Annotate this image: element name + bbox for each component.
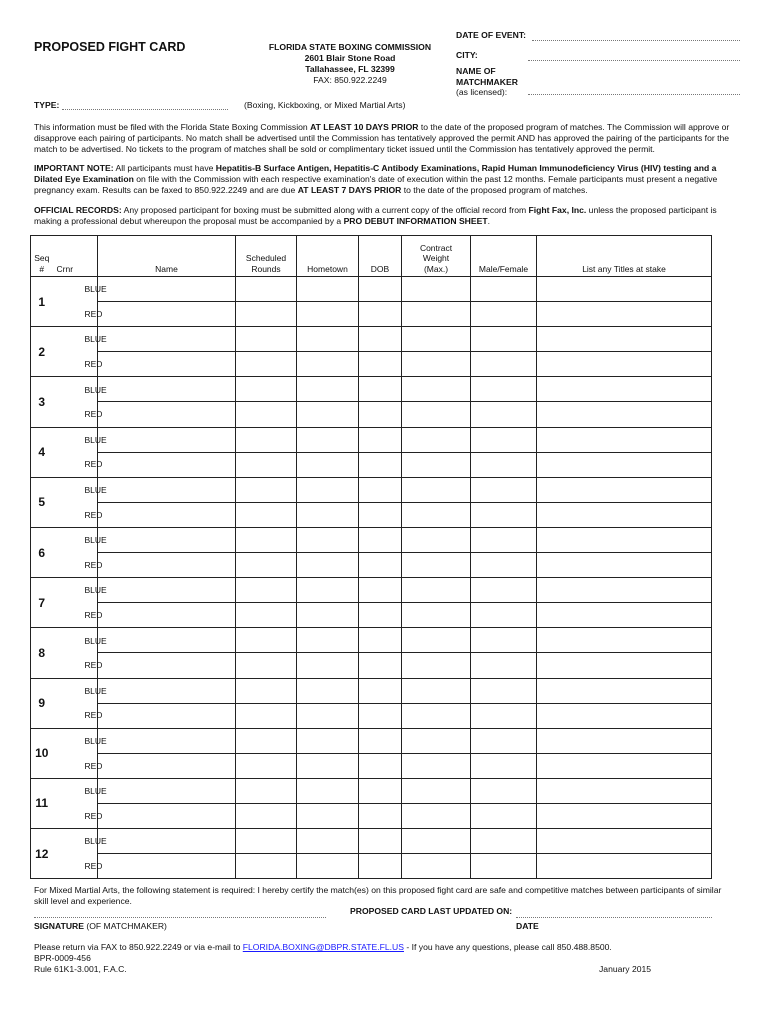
type-label: TYPE:	[34, 100, 60, 110]
hometown-cell[interactable]	[297, 728, 359, 753]
results-deadline: AT LEAST 7 DAYS PRIOR	[297, 185, 402, 195]
official-records-text-1: Any proposed participant for boxing must be submitted along with a current copy of the official record from	[121, 205, 529, 215]
col-weight-1: Contract	[419, 242, 453, 253]
agency-name: FLORIDA STATE BOXING COMMISSION	[268, 42, 432, 52]
titles-cell[interactable]	[537, 527, 712, 552]
seq-number: 12	[31, 829, 53, 879]
rounds-cell[interactable]	[236, 402, 297, 427]
name-cell[interactable]	[98, 502, 236, 527]
titles-cell[interactable]	[537, 327, 712, 352]
gender-cell[interactable]	[471, 277, 537, 302]
table-row	[31, 327, 712, 352]
red-corner-label: RED	[53, 703, 98, 728]
table-row	[31, 477, 712, 502]
red-corner-label: RED	[53, 854, 98, 879]
dob-cell[interactable]	[359, 553, 402, 578]
table-row	[31, 829, 712, 854]
rounds-cell[interactable]	[236, 778, 297, 803]
dob-cell[interactable]	[359, 477, 402, 502]
seq-number: 2	[31, 327, 53, 377]
hometown-cell[interactable]	[297, 377, 359, 402]
seq-number: 7	[31, 578, 53, 628]
gender-cell[interactable]	[471, 854, 537, 879]
fight-fax: Fight Fax, Inc.	[528, 205, 587, 215]
hometown-cell[interactable]	[297, 277, 359, 302]
name-cell[interactable]	[98, 527, 236, 552]
hometown-cell[interactable]	[297, 653, 359, 678]
table-header-row	[31, 236, 712, 277]
official-records-text-2: unless the proposed participant is making a professional debut whereupon the proposal must be accompanied by a	[34, 205, 717, 226]
col-seq-1: Seq	[34, 253, 50, 263]
blue-corner-label: BLUE	[53, 327, 98, 352]
dob-cell[interactable]	[359, 427, 402, 452]
blue-corner-label: BLUE	[53, 427, 98, 452]
titles-cell[interactable]	[537, 728, 712, 753]
blue-corner-label: BLUE	[53, 527, 98, 552]
city-field[interactable]	[528, 60, 740, 61]
dob-cell[interactable]	[359, 678, 402, 703]
official-records-label: OFFICIAL RECORDS:	[34, 205, 122, 215]
col-seq-2: #	[39, 263, 45, 274]
table-row	[31, 803, 712, 828]
gender-cell[interactable]	[471, 377, 537, 402]
agency-block	[250, 42, 450, 86]
red-corner-label: RED	[53, 653, 98, 678]
col-hometown: Hometown	[297, 236, 359, 277]
name-cell[interactable]	[98, 603, 236, 628]
signature-sub: (OF MATCHMAKER)	[83, 921, 167, 931]
rounds-cell[interactable]	[236, 277, 297, 302]
hometown-cell[interactable]	[297, 628, 359, 653]
matchmaker-label	[456, 66, 518, 98]
date-field[interactable]	[516, 917, 712, 918]
dob-cell[interactable]	[359, 703, 402, 728]
titles-cell[interactable]	[537, 829, 712, 854]
gender-cell[interactable]	[471, 578, 537, 603]
rounds-cell[interactable]	[236, 678, 297, 703]
rounds-cell[interactable]	[236, 352, 297, 377]
weight-cell[interactable]	[402, 628, 471, 653]
dob-cell[interactable]	[359, 527, 402, 552]
rounds-cell[interactable]	[236, 753, 297, 778]
weight-cell[interactable]	[402, 703, 471, 728]
titles-cell[interactable]	[537, 553, 712, 578]
hometown-cell[interactable]	[297, 854, 359, 879]
rounds-cell[interactable]	[236, 377, 297, 402]
hometown-cell[interactable]	[297, 678, 359, 703]
name-cell[interactable]	[98, 553, 236, 578]
blue-corner-label: BLUE	[53, 678, 98, 703]
name-cell[interactable]	[98, 678, 236, 703]
matchmaker-label-3: (as licensed):	[456, 87, 508, 97]
gender-cell[interactable]	[471, 527, 537, 552]
hometown-cell[interactable]	[297, 778, 359, 803]
titles-cell[interactable]	[537, 452, 712, 477]
dob-cell[interactable]	[359, 728, 402, 753]
form-number: BPR-0009-456	[34, 953, 91, 963]
col-weight-2: Weight	[422, 253, 450, 263]
hometown-cell[interactable]	[297, 603, 359, 628]
signature-field[interactable]	[34, 917, 326, 918]
date-of-event-label: DATE OF EVENT:	[456, 30, 527, 40]
signature-label-group	[34, 921, 167, 931]
matchmaker-label-2: MATCHMAKER	[456, 76, 518, 87]
name-cell[interactable]	[98, 728, 236, 753]
return-instructions	[34, 942, 612, 952]
titles-cell[interactable]	[537, 427, 712, 452]
col-rounds-1: Scheduled	[245, 253, 287, 263]
hometown-cell[interactable]	[297, 352, 359, 377]
table-row	[31, 603, 712, 628]
gender-cell[interactable]	[471, 352, 537, 377]
table-row	[31, 377, 712, 402]
type-field[interactable]	[62, 109, 228, 110]
gender-cell[interactable]	[471, 728, 537, 753]
dob-cell[interactable]	[359, 502, 402, 527]
seq-number: 5	[31, 477, 53, 527]
dob-cell[interactable]	[359, 452, 402, 477]
date-of-event-field[interactable]	[532, 40, 740, 41]
rounds-cell[interactable]	[236, 603, 297, 628]
name-cell[interactable]	[98, 628, 236, 653]
weight-cell[interactable]	[402, 778, 471, 803]
important-note-text-1: All participants must have	[113, 163, 216, 173]
dob-cell[interactable]	[359, 327, 402, 352]
name-cell[interactable]	[98, 653, 236, 678]
dob-cell[interactable]	[359, 753, 402, 778]
rounds-cell[interactable]	[236, 553, 297, 578]
gender-cell[interactable]	[471, 327, 537, 352]
hometown-cell[interactable]	[297, 703, 359, 728]
table-row	[31, 578, 712, 603]
titles-cell[interactable]	[537, 502, 712, 527]
weight-cell[interactable]	[402, 829, 471, 854]
hometown-cell[interactable]	[297, 527, 359, 552]
table-row	[31, 402, 712, 427]
hometown-cell[interactable]	[297, 502, 359, 527]
gender-cell[interactable]	[471, 553, 537, 578]
titles-cell[interactable]	[537, 302, 712, 327]
seq-number: 6	[31, 527, 53, 577]
gender-cell[interactable]	[471, 402, 537, 427]
table-row	[31, 678, 712, 703]
pro-debut-sheet: PRO DEBUT INFORMATION SHEET	[343, 216, 488, 226]
rounds-cell[interactable]	[236, 427, 297, 452]
hometown-cell[interactable]	[297, 803, 359, 828]
gender-cell[interactable]	[471, 803, 537, 828]
form-title: PROPOSED FIGHT CARD	[34, 40, 186, 54]
titles-cell[interactable]	[537, 753, 712, 778]
weight-cell[interactable]	[402, 854, 471, 879]
col-dob: DOB	[359, 236, 402, 277]
hometown-cell[interactable]	[297, 553, 359, 578]
dob-cell[interactable]	[359, 803, 402, 828]
hometown-cell[interactable]	[297, 427, 359, 452]
red-corner-label: RED	[53, 553, 98, 578]
dob-cell[interactable]	[359, 778, 402, 803]
dob-cell[interactable]	[359, 377, 402, 402]
dob-cell[interactable]	[359, 653, 402, 678]
filing-text-1: This information must be filed with the Florida State Boxing Commission	[34, 122, 311, 132]
red-corner-label: RED	[53, 803, 98, 828]
city-label: CITY:	[456, 50, 478, 60]
rounds-cell[interactable]	[236, 854, 297, 879]
name-cell[interactable]	[98, 402, 236, 427]
table-row	[31, 703, 712, 728]
weight-cell[interactable]	[402, 753, 471, 778]
weight-cell[interactable]	[402, 678, 471, 703]
seq-number: 8	[31, 628, 53, 678]
titles-cell[interactable]	[537, 778, 712, 803]
seq-number: 10	[31, 728, 53, 778]
gender-cell[interactable]	[471, 829, 537, 854]
weight-cell[interactable]	[402, 803, 471, 828]
blue-corner-label: BLUE	[53, 829, 98, 854]
rounds-cell[interactable]	[236, 327, 297, 352]
name-cell[interactable]	[98, 352, 236, 377]
weight-cell[interactable]	[402, 603, 471, 628]
blue-corner-label: BLUE	[53, 628, 98, 653]
titles-cell[interactable]	[537, 277, 712, 302]
agency-address-2: Tallahassee, FL 32399	[305, 64, 395, 74]
gender-cell[interactable]	[471, 628, 537, 653]
name-cell[interactable]	[98, 854, 236, 879]
agency-fax: FAX: 850.922.2249	[313, 75, 387, 85]
weight-cell[interactable]	[402, 728, 471, 753]
col-titles: List any Titles at stake	[537, 236, 712, 277]
blue-corner-label: BLUE	[53, 477, 98, 502]
rounds-cell[interactable]	[236, 728, 297, 753]
table-row	[31, 728, 712, 753]
table-row	[31, 527, 712, 552]
last-updated-label: PROPOSED CARD LAST UPDATED ON:	[350, 906, 513, 916]
type-hint: (Boxing, Kickboxing, or Mixed Martial Arts)	[244, 100, 406, 110]
titles-cell[interactable]	[537, 678, 712, 703]
gender-cell[interactable]	[471, 778, 537, 803]
titles-cell[interactable]	[537, 352, 712, 377]
gender-cell[interactable]	[471, 302, 537, 327]
dob-cell[interactable]	[359, 578, 402, 603]
titles-cell[interactable]	[537, 628, 712, 653]
weight-cell[interactable]	[402, 302, 471, 327]
email-link[interactable]: FLORIDA.BOXING@DBPR.STATE.FL.US	[242, 942, 404, 952]
name-cell[interactable]	[98, 277, 236, 302]
red-corner-label: RED	[53, 452, 98, 477]
table-row	[31, 502, 712, 527]
seq-number: 1	[31, 277, 53, 327]
name-cell[interactable]	[98, 377, 236, 402]
weight-cell[interactable]	[402, 452, 471, 477]
hometown-cell[interactable]	[297, 302, 359, 327]
red-corner-label: RED	[53, 502, 98, 527]
rounds-cell[interactable]	[236, 829, 297, 854]
rounds-cell[interactable]	[236, 477, 297, 502]
rounds-cell[interactable]	[236, 302, 297, 327]
hometown-cell[interactable]	[297, 477, 359, 502]
important-note-text-3: to the date of the proposed program of matches.	[401, 185, 588, 195]
table-row	[31, 778, 712, 803]
seq-number: 11	[31, 778, 53, 828]
revision-date: January 2015	[599, 964, 652, 974]
name-cell[interactable]	[98, 703, 236, 728]
col-rounds	[236, 236, 297, 277]
blue-corner-label: BLUE	[53, 728, 98, 753]
dob-cell[interactable]	[359, 603, 402, 628]
titles-cell[interactable]	[537, 803, 712, 828]
table-row	[31, 553, 712, 578]
rounds-cell[interactable]	[236, 803, 297, 828]
red-corner-label: RED	[53, 352, 98, 377]
weight-cell[interactable]	[402, 527, 471, 552]
important-note	[34, 163, 738, 196]
weight-cell[interactable]	[402, 277, 471, 302]
matchmaker-label-1: NAME OF	[456, 66, 496, 76]
titles-cell[interactable]	[537, 402, 712, 427]
weight-cell[interactable]	[402, 553, 471, 578]
col-crnr: Crnr	[53, 236, 98, 277]
hometown-cell[interactable]	[297, 402, 359, 427]
weight-cell[interactable]	[402, 402, 471, 427]
rounds-cell[interactable]	[236, 527, 297, 552]
gender-cell[interactable]	[471, 603, 537, 628]
titles-cell[interactable]	[537, 653, 712, 678]
hometown-cell[interactable]	[297, 327, 359, 352]
return-text-2: - If you have any questions, please call 850.488.8500.	[403, 942, 612, 952]
gender-cell[interactable]	[471, 427, 537, 452]
rounds-cell[interactable]	[236, 703, 297, 728]
name-cell[interactable]	[98, 327, 236, 352]
gender-cell[interactable]	[471, 703, 537, 728]
name-cell[interactable]	[98, 427, 236, 452]
col-rounds-2: Rounds	[251, 263, 281, 274]
hometown-cell[interactable]	[297, 753, 359, 778]
blue-corner-label: BLUE	[53, 578, 98, 603]
gender-cell[interactable]	[471, 477, 537, 502]
weight-cell[interactable]	[402, 578, 471, 603]
red-corner-label: RED	[53, 603, 98, 628]
name-cell[interactable]	[98, 578, 236, 603]
dob-cell[interactable]	[359, 628, 402, 653]
table-row	[31, 277, 712, 302]
hometown-cell[interactable]	[297, 578, 359, 603]
name-cell[interactable]	[98, 452, 236, 477]
hometown-cell[interactable]	[297, 452, 359, 477]
table-row	[31, 854, 712, 879]
seq-number: 9	[31, 678, 53, 728]
rounds-cell[interactable]	[236, 452, 297, 477]
signature-label: SIGNATURE	[34, 921, 84, 931]
titles-cell[interactable]	[537, 578, 712, 603]
gender-cell[interactable]	[471, 653, 537, 678]
rounds-cell[interactable]	[236, 502, 297, 527]
weight-cell[interactable]	[402, 502, 471, 527]
name-cell[interactable]	[98, 753, 236, 778]
filing-text-2: to the date of the proposed program of matches. The Commission will approve or disapprove each pairing of participants. No match shall be advertised until the Commission has tentatively approved the permit AND has approved the pairing of the participants for the match to be advertised. No tickets to the program of matches shall be sold or complimentary ticket issued until the Commission has tentatively approved the permit.	[34, 122, 730, 154]
col-name: Name	[98, 236, 236, 277]
matchmaker-field[interactable]	[528, 94, 740, 95]
gender-cell[interactable]	[471, 502, 537, 527]
date-label: DATE	[516, 921, 539, 931]
return-text-1: Please return via FAX to 850.922.2249 or via e-mail to	[34, 942, 243, 952]
filing-instructions	[34, 122, 738, 155]
official-records	[34, 205, 738, 227]
rule-citation: Rule 61K1-3.001, F.A.C.	[34, 964, 127, 974]
medical-exams: Hepatitis-B Surface Antigen, Hepatitis-C Antibody Examinations, Rapid Human Immunodeficiency Virus (HIV) testing and a Dilated Eye Examination	[34, 163, 717, 184]
weight-cell[interactable]	[402, 327, 471, 352]
dob-cell[interactable]	[359, 352, 402, 377]
important-note-label: IMPORTANT NOTE:	[34, 163, 114, 173]
mma-statement: For Mixed Martial Arts, the following statement is required: I hereby certify the match(es) on this proposed fight card are safe and competitive matches between participants of similar skill level and experience.	[34, 885, 722, 906]
weight-cell[interactable]	[402, 653, 471, 678]
col-weight	[402, 236, 471, 277]
blue-corner-label: BLUE	[53, 778, 98, 803]
dob-cell[interactable]	[359, 854, 402, 879]
blue-corner-label: BLUE	[53, 377, 98, 402]
gender-cell[interactable]	[471, 753, 537, 778]
red-corner-label: RED	[53, 753, 98, 778]
table-row	[31, 653, 712, 678]
name-cell[interactable]	[98, 477, 236, 502]
col-weight-3: (Max.)	[423, 263, 449, 274]
col-seq	[31, 236, 53, 277]
rounds-cell[interactable]	[236, 653, 297, 678]
name-cell[interactable]	[98, 302, 236, 327]
weight-cell[interactable]	[402, 427, 471, 452]
titles-cell[interactable]	[537, 603, 712, 628]
titles-cell[interactable]	[537, 477, 712, 502]
red-corner-label: RED	[53, 402, 98, 427]
filing-deadline: AT LEAST 10 DAYS PRIOR	[310, 122, 419, 132]
dob-cell[interactable]	[359, 829, 402, 854]
blue-corner-label: BLUE	[53, 277, 98, 302]
titles-cell[interactable]	[537, 854, 712, 879]
seq-number: 3	[31, 377, 53, 427]
weight-cell[interactable]	[402, 352, 471, 377]
important-note-text-2: on file with the Commission with each respective examination's date of execution within the past 12 months. Female participants must present a negative pregnancy exam. Results can be faxed to 850.922.2249 and are due	[34, 174, 718, 195]
table-row	[31, 753, 712, 778]
table-row	[31, 427, 712, 452]
col-gender: Male/Female	[471, 236, 537, 277]
dob-cell[interactable]	[359, 302, 402, 327]
name-cell[interactable]	[98, 803, 236, 828]
name-cell[interactable]	[98, 778, 236, 803]
dob-cell[interactable]	[359, 402, 402, 427]
titles-cell[interactable]	[537, 703, 712, 728]
rounds-cell[interactable]	[236, 578, 297, 603]
titles-cell[interactable]	[537, 377, 712, 402]
table-row	[31, 452, 712, 477]
table-row	[31, 628, 712, 653]
rounds-cell[interactable]	[236, 628, 297, 653]
gender-cell[interactable]	[471, 452, 537, 477]
dob-cell[interactable]	[359, 277, 402, 302]
fight-card-table	[30, 235, 712, 879]
hometown-cell[interactable]	[297, 829, 359, 854]
table-row	[31, 352, 712, 377]
name-cell[interactable]	[98, 829, 236, 854]
weight-cell[interactable]	[402, 477, 471, 502]
weight-cell[interactable]	[402, 377, 471, 402]
agency-address-1: 2601 Blair Stone Road	[304, 53, 396, 63]
table-row	[31, 302, 712, 327]
seq-number: 4	[31, 427, 53, 477]
red-corner-label: RED	[53, 302, 98, 327]
official-records-text-3: .	[487, 216, 490, 226]
gender-cell[interactable]	[471, 678, 537, 703]
